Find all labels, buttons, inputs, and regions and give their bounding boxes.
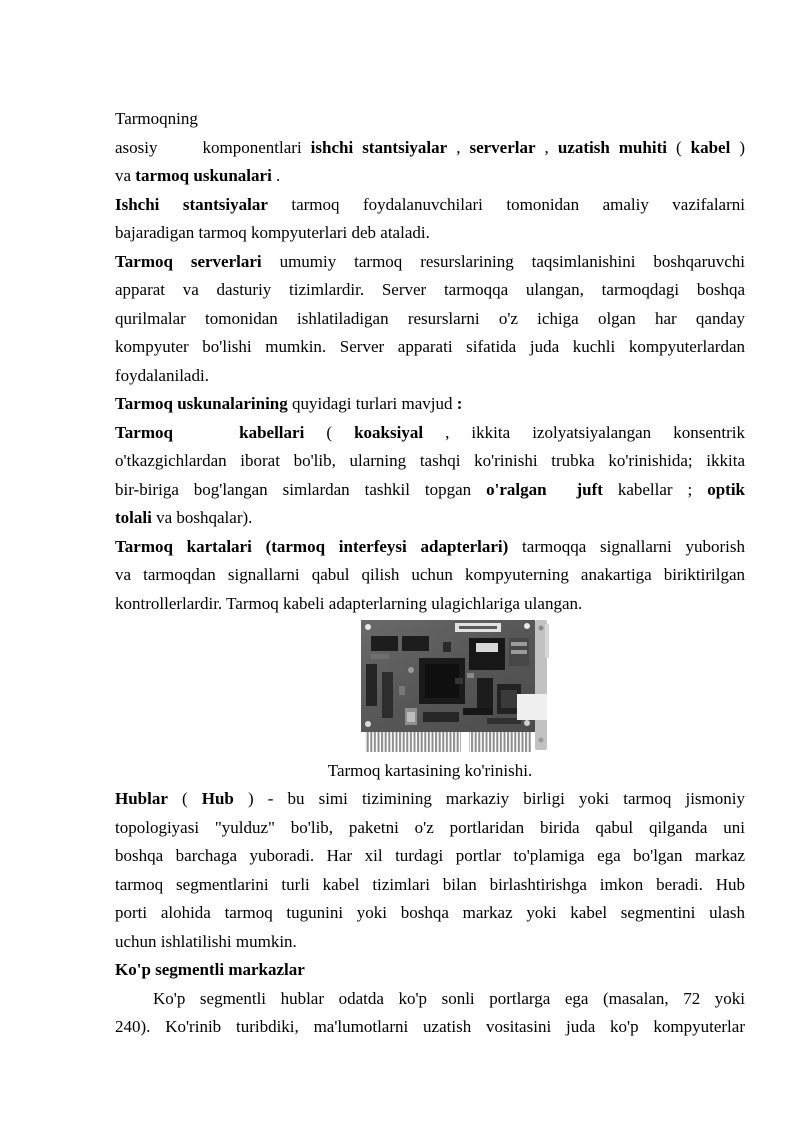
text-line (115, 561, 745, 590)
text-line (115, 956, 745, 985)
text-run: bajaradigan tarmoq kompyuterlari deb ataladi. (115, 223, 430, 242)
network-card-image (359, 618, 557, 756)
text-run-bold: kabel (690, 137, 731, 157)
text-line (115, 590, 745, 619)
text-line (115, 134, 745, 163)
text-run: ( (666, 137, 691, 157)
text-run: Ko'p segmentli hublar odatda ko'p sonli portlarga ega (masalan, 72 yoki (153, 988, 745, 1008)
text-run-bold: Tarmoq serverlari (115, 251, 262, 271)
text-run: tarmoq segmentlarini turli kabel tizimlari bilan birlashtirishga imkon beradi. Hub (115, 874, 745, 894)
text-run: topologiyasi "yulduz" bo'lib, paketni o'z portlaridan birida qabul qilganda uni (115, 817, 745, 837)
text-line (115, 899, 745, 928)
text-run: quyidagi turlari mavjud (287, 394, 457, 413)
text-line (115, 447, 745, 476)
text-line (115, 276, 745, 305)
text-line (115, 419, 745, 448)
text-body-lower (115, 785, 745, 1042)
text-run: bir-biriga bog'langan simlardan tashkil topgan (115, 479, 487, 499)
text-line (115, 191, 745, 220)
text-run: , (447, 137, 470, 157)
text-run: ( (304, 422, 355, 442)
text-run-bold: Tarmoq kabellari (115, 422, 305, 442)
text-run-bold: Tarmoq uskunalarining (115, 394, 288, 413)
text-run-bold: koaksiyal (354, 422, 424, 442)
figure-caption: Tarmoq kartasining ko'rinishi. (327, 761, 533, 780)
text-run: va (115, 166, 136, 185)
text-run-bold: tolali (115, 508, 152, 527)
text-run: asosiy komponentlari (115, 137, 311, 157)
text-run: Tarmoqning (115, 109, 198, 128)
text-run: boshqa barchaga yuboradi. Har xil turdagi portlar to'plamiga ega bo'lgan markaz (115, 846, 745, 865)
text-run: kabellar ; (602, 479, 708, 499)
edge-connector-pins (365, 732, 531, 752)
port-connector (517, 694, 547, 720)
text-run: ( (167, 789, 202, 808)
text-line (115, 814, 745, 843)
text-run: uchun ishlatilishi mumkin. (115, 931, 297, 951)
text-body-upper (115, 105, 745, 618)
text-line (115, 219, 745, 248)
text-line (115, 390, 745, 419)
text-run-bold: Ko'p segmentli markazlar (115, 960, 305, 979)
text-run: umumiy tarmoq resurslarining taqsimlanishini boshqaruvchi (261, 251, 745, 271)
text-run: tarmoqqa signallarni yuborish (508, 536, 745, 556)
text-run: , ikkita izolyatsiyalangan konsentrik (423, 422, 745, 442)
text-run-bold: Hublar (115, 789, 168, 808)
figure (115, 618, 745, 756)
text-line (115, 248, 745, 277)
bracket (535, 620, 549, 750)
text-line (115, 305, 745, 334)
text-run: va tarmoqdan signallarni qabul qilish uchun kompyuterning anakartiga biriktirilgan (115, 565, 745, 584)
text-run-bold: : (456, 394, 463, 413)
text-line (115, 928, 745, 957)
text-run: tarmoq foydalanuvchilari tomonidan amaliy vazifalarni (267, 194, 745, 214)
text-line (115, 533, 745, 562)
text-line (115, 985, 745, 1014)
text-run: va boshqalar). (151, 508, 253, 527)
text-run-bold: tarmoq uskunalari (135, 166, 272, 185)
text-run-bold: serverlar (469, 137, 536, 157)
text-run: kompyuter bo'lishi mumkin. Server apparati sifatida juda kuchli kompyuterlardan (115, 337, 745, 356)
text-run: , (535, 137, 558, 157)
text-line (115, 333, 745, 362)
text-line (115, 476, 745, 505)
text-run-bold: ishchi stantsiyalar (310, 137, 448, 157)
text-line (115, 105, 745, 134)
text-run-bold: uzatish muhiti (557, 137, 667, 157)
text-run: ) (730, 137, 745, 157)
text-run-bold: Ishchi stantsiyalar (115, 194, 268, 214)
text-line (115, 504, 745, 533)
text-run: 240). Ko'rinib turibdiki, ma'lumotlarni uzatish vositasini juda ko'p kompyuterlar (115, 1017, 745, 1036)
text-run-bold: Hub (201, 789, 234, 808)
text-run: kontrollerlardir. Tarmoq kabeli adapterlarning ulagichlariga ulangan. (115, 593, 583, 613)
text-run-bold: o'ralgan juft (486, 479, 603, 499)
text-line (115, 785, 745, 814)
text-run: qurilmalar tomonidan ishlatiladigan resurslarni o'z ichiga olgan har qanday (115, 308, 745, 328)
text-run: porti alohida tarmoq tugunini yoki boshqa markaz yoki kabel segmentini ulash (115, 903, 745, 922)
text-run-bold: Tarmoq kartalari (tarmoq interfeysi adapterlari) (115, 536, 509, 556)
text-run: . (271, 166, 281, 185)
text-line (115, 871, 745, 900)
text-line (115, 362, 745, 391)
text-run: ) - bu simi tizimining markaziy birligi yoki tarmoq jismoniy (233, 789, 745, 808)
text-run: apparat va dasturiy tizimlardir. Server tarmoqqa ulangan, tarmoqdagi boshqa (115, 280, 745, 299)
text-run: o'tkazgichlardan iborat bo'lib, ularning tashqi ko'rinishi trubka ko'rinishida; ikkita (115, 451, 745, 470)
text-line (115, 162, 745, 191)
text-run: foydalaniladi. (115, 365, 209, 385)
text-run-bold: optik (707, 479, 745, 499)
text-line (115, 1013, 745, 1042)
text-line (115, 842, 745, 871)
